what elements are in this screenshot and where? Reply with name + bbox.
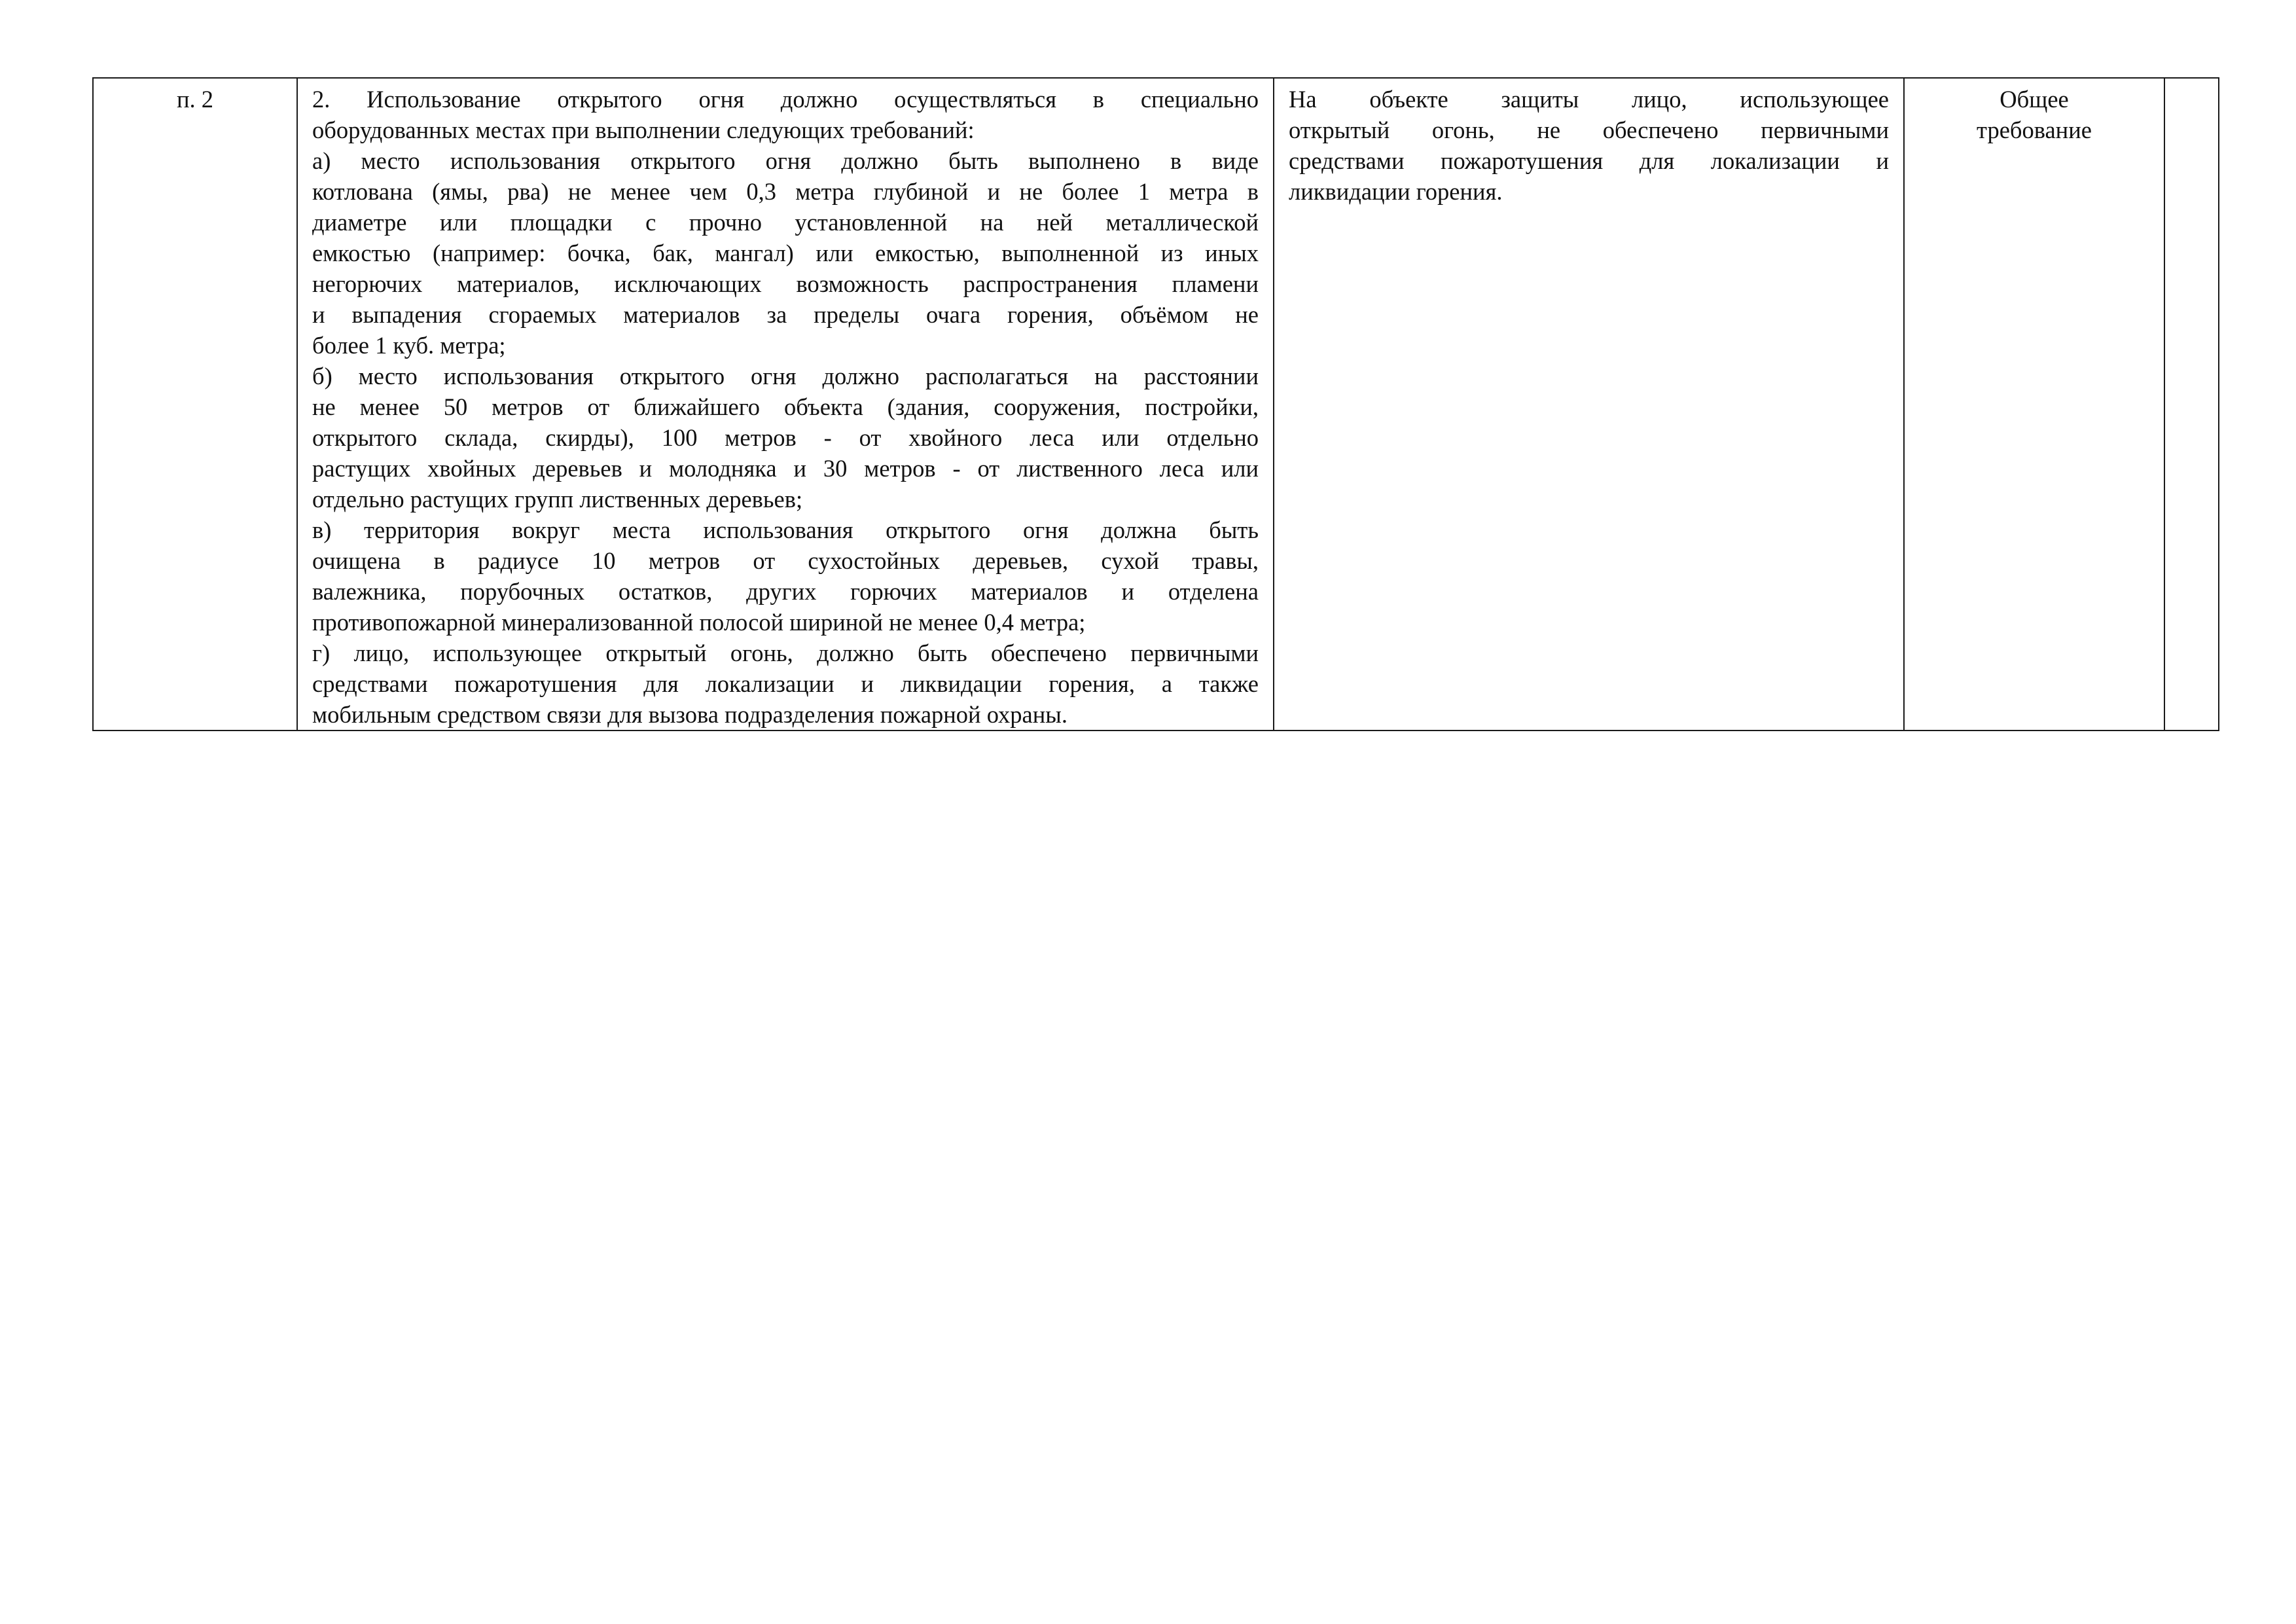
requirement-cell — [297, 78, 1274, 731]
requirement-line: средствами пожаротушения для локализации и ликвидации горения, а также — [312, 670, 1259, 697]
requirement-line: валежника, порубочных остатков, других горючих материалов и отделена — [312, 578, 1259, 605]
requirement-line: негорючих материалов, исключающих возможность распространения пламени — [312, 270, 1259, 297]
requirement-line: диаметре или площадки с прочно установленной на ней металлической — [312, 209, 1259, 236]
requirement-line: емкостью (например: бочка, бак, мангал) или емкостью, выполненной из иных — [312, 240, 1259, 266]
requirement-line: отдельно растущих групп лиственных деревьев; — [312, 486, 803, 513]
requirement-line: очищена в радиусе 10 метров от сухостойных деревьев, сухой травы, — [312, 547, 1259, 574]
table-row — [93, 78, 2219, 731]
violation-cell — [1274, 78, 1904, 731]
violation-line: ликвидации горения. — [1289, 178, 1503, 205]
requirement-line: не менее 50 метров от ближайшего объекта (здания, сооружения, постройки, — [312, 393, 1259, 420]
violation-line: На объекте защиты лицо, использующее — [1289, 86, 1889, 113]
requirement-line: и выпадения сгораемых материалов за пределы очага горения, объёмом не — [312, 301, 1259, 328]
note-cell — [2164, 78, 2219, 731]
violation-line: средствами пожаротушения для локализации и — [1289, 147, 1889, 174]
requirement-type-line: требование — [1977, 117, 2092, 143]
requirement-line: б) место использования открытого огня должно располагаться на расстоянии — [312, 363, 1259, 389]
requirement-line: в) территория вокруг места использования открытого огня должна быть — [312, 516, 1259, 543]
requirement-type-line: Общее — [2000, 86, 2069, 113]
violation-line: открытый огонь, не обеспечено первичными — [1289, 117, 1889, 143]
requirement-line: оборудованных местах при выполнении следующих требований: — [312, 117, 975, 143]
requirement-line: г) лицо, использующее открытый огонь, должно быть обеспечено первичными — [312, 640, 1259, 666]
paragraph-number: п. 2 — [176, 86, 214, 113]
requirement-line: противопожарной минерализованной полосой шириной не менее 0,4 метра; — [312, 609, 1086, 636]
requirement-line: открытого склада, скирды), 100 метров - от хвойного леса или отдельно — [312, 424, 1259, 451]
requirement-line: 2. Использование открытого огня должно осуществляться в специально — [312, 86, 1259, 113]
requirement-line: мобильным средством связи для вызова подразделения пожарной охраны. — [312, 701, 1067, 728]
requirement-line: более 1 куб. метра; — [312, 332, 506, 359]
requirement-line: а) место использования открытого огня должно быть выполнено в виде — [312, 147, 1259, 174]
requirements-table — [92, 77, 2219, 731]
requirement-type-cell — [1904, 78, 2164, 731]
paragraph-cell — [93, 78, 297, 731]
requirement-line: котлована (ямы, рва) не менее чем 0,3 метра глубиной и не более 1 метра в — [312, 178, 1259, 205]
requirement-line: растущих хвойных деревьев и молодняка и 30 метров - от лиственного леса или — [312, 455, 1259, 482]
